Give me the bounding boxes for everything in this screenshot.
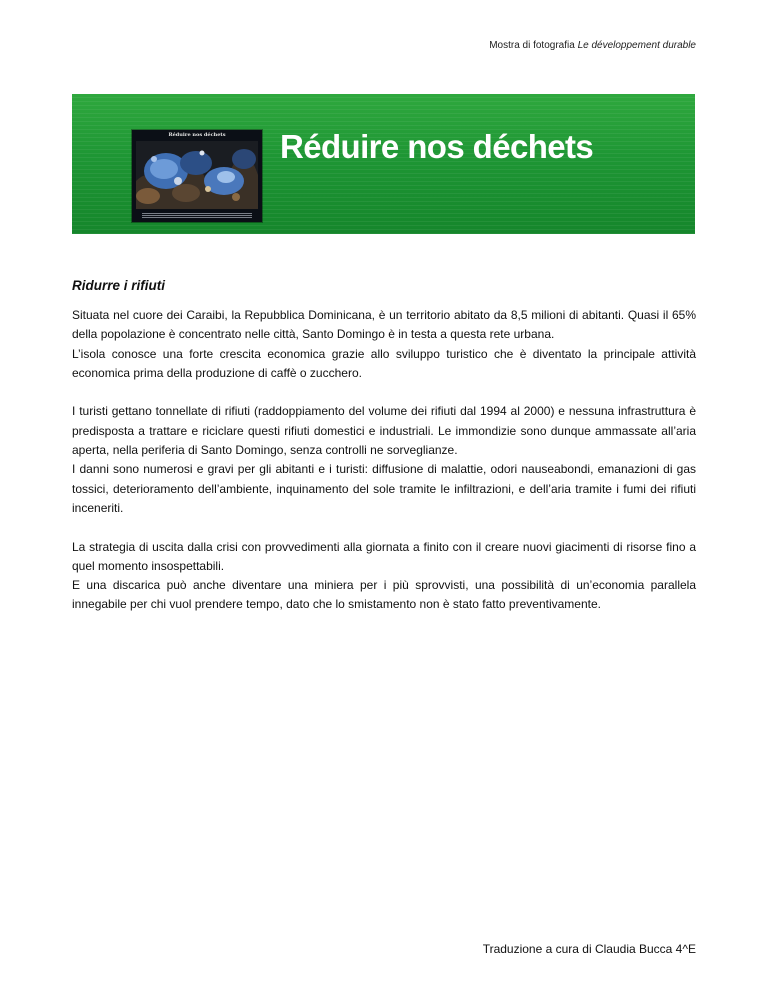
banner-title: Réduire nos déchets bbox=[280, 128, 594, 165]
section-title: Ridurre i rifiuti bbox=[72, 278, 166, 293]
banner-photo-title: Réduire nos déchets bbox=[168, 132, 226, 138]
paragraph: I danni sono numerosi e gravi per gli abitanti e i turisti: diffusione di malattie, odori nauseabondi, emanazioni di gas tossici, deterioramento dell’ambiente, inquinamento del sole tramite le infiltrazioni, e dell’aria tramite i fumi dei rifiuti inceneriti. bbox=[72, 462, 696, 515]
paragraph: E una discarica può anche diventare una miniera per i più sprovvisti, una possibilità di un’economia parallela innegabile per chi vuol prendere tempo, dato che lo smistamento non è stato fatto preventivamente. bbox=[72, 578, 696, 612]
paragraph: I turisti gettano tonnellate di rifiuti (raddoppiamento del volume dei rifiuti dal 1994 al 2000) e nessuna infrastruttura è predisposta a trattare e riciclare questi rifiuti domestici e industriali. Le immondizie sono dunque ammassate all’aria aperta, nella periferia di Santo Domingo, senza controlli ne sorveglianze. bbox=[72, 404, 696, 458]
banner bbox=[72, 94, 695, 234]
translation-credit: Traduzione a cura di Claudia Bucca 4^E bbox=[482, 942, 696, 956]
paragraph: Situata nel cuore dei Caraibi, la Repubblica Dominicana, è un territorio abitato da 8,5 milioni di abitanti. Quasi il 65% della popolazione è concentrato nelle città, Santo Domingo è in testa a questa rete urbana. bbox=[72, 308, 696, 342]
banner-photo bbox=[132, 130, 262, 222]
article-body bbox=[72, 306, 696, 615]
paragraph: La strategia di uscita dalla crisi con provvedimenti alla giornata a finito con il creare nuovi giacimenti di risorse fino a quel momento insospettabili. bbox=[72, 539, 696, 573]
banner-photo-caption bbox=[142, 213, 252, 219]
header-prefix: Mostra di fotografia bbox=[489, 40, 578, 51]
page-header bbox=[489, 40, 696, 51]
garbage-photo-image bbox=[136, 141, 258, 209]
paragraph: L’isola conosce una forte crescita economica grazie allo sviluppo turistico che è diventato la principale attività economica prima della produzione di caffè o zucchero. bbox=[72, 346, 696, 380]
header-exhibition-title: Le développement durable bbox=[577, 40, 696, 51]
